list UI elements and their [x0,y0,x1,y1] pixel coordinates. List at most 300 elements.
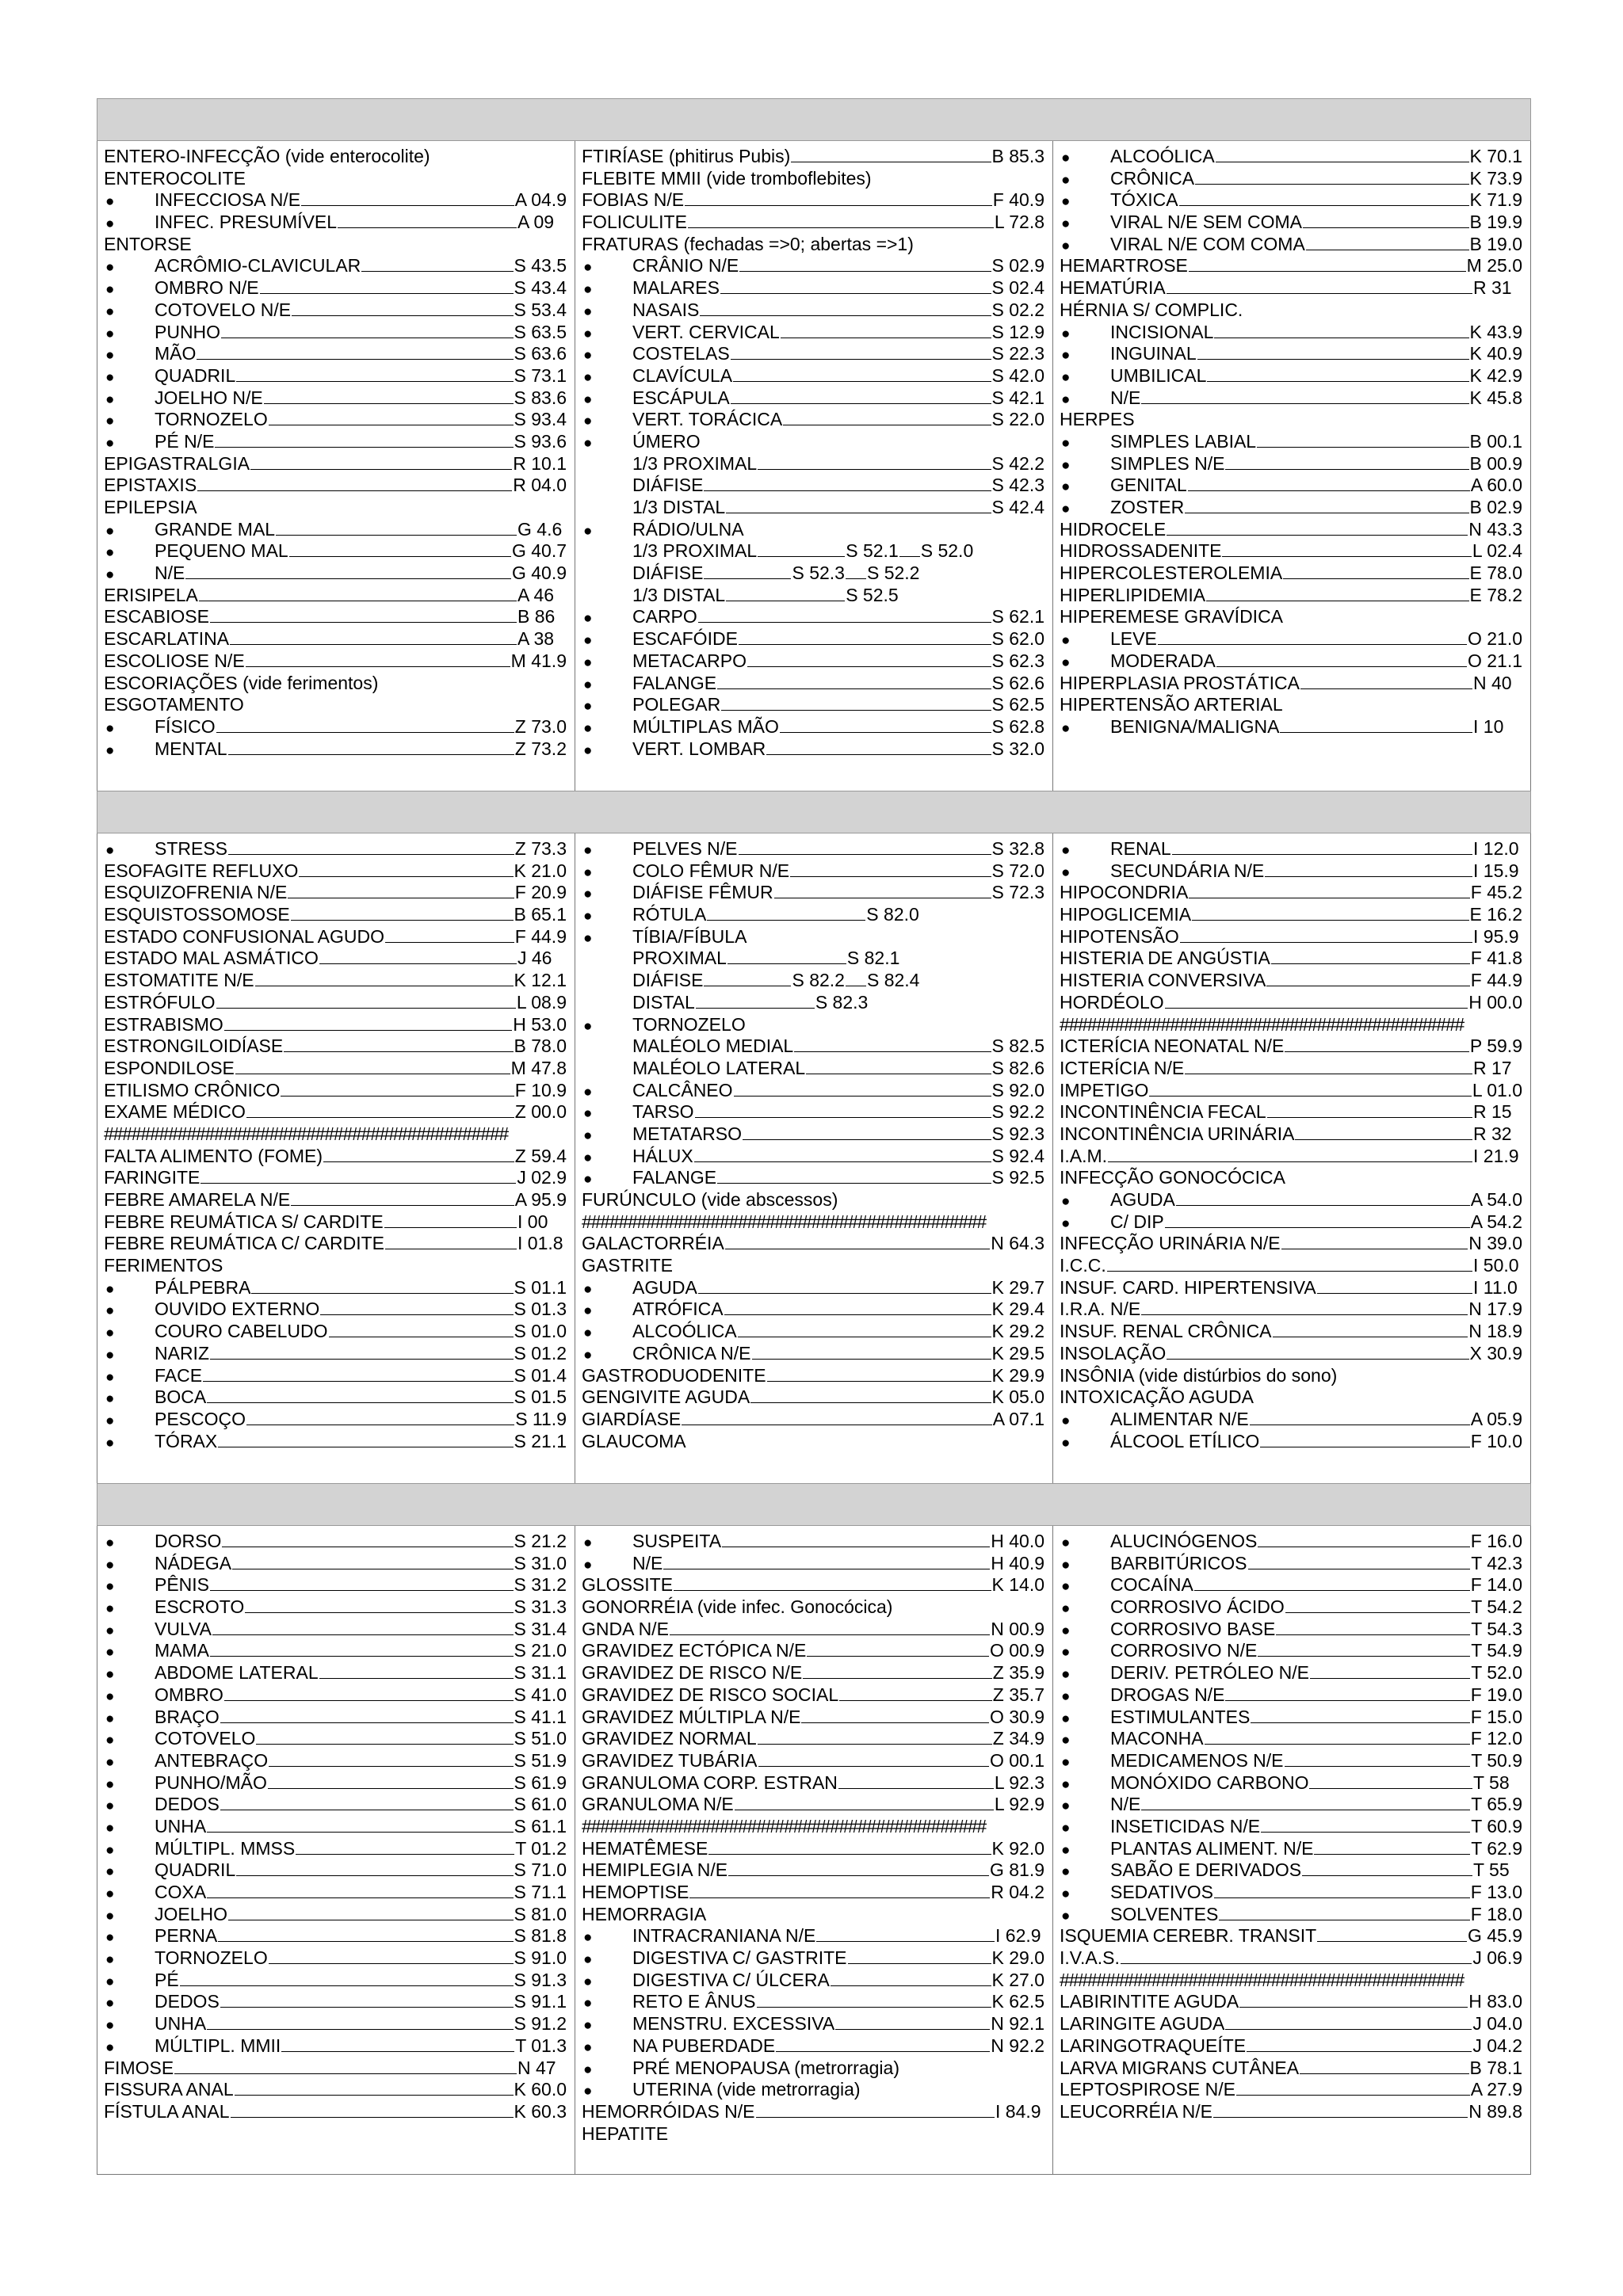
leader-line [301,191,514,206]
leader-line [1205,1730,1470,1745]
entry-label: EPIGASTRALGIA [104,452,250,474]
entry-label: FALTA ALIMENTO (FOME) [104,1145,323,1166]
icd-code: S 71.1 [514,1882,567,1902]
icd-code: S 93.4 [514,409,567,430]
code-entry [1060,365,1522,387]
bullet-icon: ● [583,2017,593,2035]
leader-line [776,2037,990,2052]
code-entry [104,904,567,926]
icd-code: S 01.1 [514,1276,567,1298]
icd-code: T 55 [1473,1859,1510,1881]
code-entry [582,1146,1044,1168]
icd-code: F 10.9 [514,1079,567,1100]
bullet-icon: ● [105,1368,115,1386]
leader-line [783,410,991,425]
leader-line [1185,1059,1472,1074]
entry-label: 1/3 DISTAL [632,497,726,517]
bullet-icon: ● [105,1819,115,1836]
code-entry [1060,1925,1522,1947]
code-entry [104,1035,567,1058]
entry-label: ACRÔMIO-CLAVICULAR [155,255,361,277]
leader-line [758,455,991,470]
icd-code: A 54.2 [1470,1211,1522,1232]
code-entry [1060,1619,1522,1641]
leader-line [689,1883,990,1898]
icd-code: S 31.3 [514,1596,567,1618]
code-entry [1060,926,1522,948]
bullet-icon: ● [583,391,593,408]
icd-code: F 13.0 [1470,1882,1522,1902]
entry-label: HEMARTROSE [1060,255,1188,277]
code-entry [582,540,1044,563]
code-entry [582,189,1044,212]
icd-code: R 10.1 [513,452,567,474]
entry-label: PELVES N/E [632,838,738,859]
bullet-icon: ● [105,1412,115,1429]
leader-line [735,1795,994,1810]
icd-code: S 93.6 [514,430,567,452]
code-entry [582,716,1044,738]
entry-label: HEMORRÓIDAS N/E [582,2100,755,2122]
icd-code: F 40.9 [992,189,1044,211]
entry-label: COCAÍNA [1110,1574,1193,1596]
entry-label: ESQUIZOFRENIA N/E [104,882,288,903]
leader-line [1251,1708,1469,1723]
entry-label: INSOLAÇÃO [1060,1342,1167,1363]
leader-line [197,345,513,360]
bullet-icon: ● [1061,1193,1071,1210]
leader-line [222,1532,513,1547]
icd-code: L 01.0 [1472,1079,1522,1100]
bullet-icon: ● [583,368,593,386]
code-entry [582,948,1044,970]
bullet-icon: ● [583,1995,593,2012]
code-entry [582,606,1044,628]
leader-line [1225,455,1468,470]
leader-line [848,1949,991,1964]
leader-line [1247,2037,1472,2052]
leader-line [899,542,920,557]
code-entry [582,2101,1044,2123]
leader-line [838,1774,994,1789]
entry-label: 1/3 PROXIMAL [632,540,758,562]
icd-code: K 29.7 [991,1276,1044,1298]
leader-line [1213,2103,1468,2118]
icd-code: S 83.6 [514,387,567,408]
icd-code: S 31.2 [514,1574,567,1596]
icd-code: S 42.2 [991,452,1044,474]
bullet-icon: ● [1061,215,1071,233]
bullet-icon: ● [1061,1753,1071,1771]
code-entry [1060,716,1522,738]
leader-line [1300,674,1472,689]
icd-code: B 78.1 [1469,2057,1522,2078]
entry-label: ISQUEMIA CEREBR. TRANSIT [1060,1925,1317,1947]
icd-code: S 22.3 [991,343,1044,364]
code-entry [104,1750,567,1772]
code-entry [104,563,567,585]
bullet-icon: ● [105,281,115,299]
icd-code: Z 35.9 [992,1662,1044,1684]
entry-label: RENAL [1110,838,1171,859]
code-entry [1060,1255,1522,1277]
separator-hashes: ############################################ [582,1211,987,1232]
code-entry [104,453,567,475]
bullet-icon: ● [1061,501,1071,517]
icd-code: F 19.0 [1470,1684,1522,1705]
entry-label: ALUCINÓGENOS [1110,1531,1258,1551]
leader-line [670,1620,990,1635]
entry-label: N/E [1110,387,1141,408]
code-entry [582,322,1044,344]
entry-label: COXA [155,1882,207,1902]
leader-line [1167,521,1468,536]
bullet-icon: ● [583,1929,593,1947]
bullet-icon: ● [583,303,593,320]
leader-line [717,1169,991,1184]
icd-code: I 01.8 [517,1233,563,1254]
leader-line [846,564,866,579]
entry-label: GRAVIDEZ DE RISCO N/E [582,1662,803,1684]
entry-label: HIPOGLICEMIA [1060,904,1192,925]
leader-line [220,1795,514,1810]
code-entry [1060,1750,1522,1772]
bullet-icon: ● [583,2061,593,2078]
entry-label: FEBRE REUMÁTICA S/ CARDITE [104,1211,384,1232]
leader-line [245,1598,513,1613]
entry-label: GRANULOMA N/E [582,1794,734,1815]
entry-label: PRÉ MENOPAUSA (metrorragia) [632,2057,899,2078]
leader-line [210,608,517,623]
code-entry [1060,1904,1522,1926]
icd-code: G 40.7 [511,540,567,562]
icd-code: S 62.5 [991,694,1044,715]
icd-code: S 12.9 [991,321,1044,342]
leader-line [1225,2015,1472,2030]
code-entry [1060,431,1522,453]
leader-line [319,1664,514,1679]
bullet-icon: ● [105,1556,115,1573]
bullet-icon: ● [105,1622,115,1639]
entry-label: FIMOSE [104,2057,174,2078]
entry-label: HISTERIA CONVERSIVA [1060,970,1266,991]
icd-code: S 91.0 [514,1947,567,1969]
icd-code: I 50.0 [1473,1255,1519,1276]
code-entry [104,585,567,607]
bullet-icon: ● [1061,1775,1071,1793]
icd-code: K 29.2 [991,1321,1044,1342]
icd-code: J 04.0 [1472,2013,1522,2035]
entry-label: HERPES [1060,409,1135,430]
leader-line [1179,191,1469,206]
bullet-icon: ● [1061,842,1071,859]
entry-label: DIGESTIVA C/ ÚLCERA [632,1969,830,1990]
entry-label: SECUNDÁRIA N/E [1110,860,1265,881]
icd-code: S 82.0 [866,904,919,925]
leader-line [292,301,513,316]
leader-line [246,652,510,667]
code-column [97,141,575,791]
icd-code: T 52.0 [1471,1662,1522,1684]
leader-line [806,1059,991,1074]
entry-label: FURÚNCULO (vide abscessos) [582,1189,838,1210]
leader-line [704,971,791,986]
leader-line [296,1840,514,1855]
icd-code: X 30.9 [1469,1342,1522,1363]
bullet-icon: ● [1061,479,1071,496]
bullet-icon: ● [105,1578,115,1596]
entry-label: MENSTRU. EXCESSIVA [632,2013,835,2035]
bullet-icon: ● [583,413,593,430]
icd-code: S 02.9 [991,255,1044,277]
leader-line [695,1103,991,1118]
bullet-icon: ● [583,2039,593,2056]
entry-label: FEBRE REUMÁTICA C/ CARDITE [104,1233,384,1254]
icd-code: A 95.9 [514,1189,567,1210]
code-entry [582,1277,1044,1299]
icd-code: B 86 [517,606,556,627]
code-entry [1060,1859,1522,1882]
icd-code: S 32.8 [991,838,1044,859]
leader-line [756,2103,995,2118]
leader-line [698,608,991,623]
icd-code: S 62.8 [991,715,1044,737]
leader-line [1216,147,1469,162]
leader-line [1165,1213,1470,1228]
code-entry [104,1167,567,1189]
entry-label: HORDÉOLO [1060,991,1164,1013]
code-entry [1060,1531,1522,1553]
leader-line [385,1234,517,1249]
leader-line [1189,883,1469,898]
code-entry [104,1277,567,1299]
code-entry [582,497,1044,519]
leader-line [1188,476,1470,491]
entry-label: LARINGITE AGUDA [1060,2013,1225,2035]
entry-label: CORROSIVO ÁCIDO [1110,1596,1285,1618]
code-entry [1060,694,1522,716]
icd-code: S 21.0 [514,1640,567,1661]
icd-code: S 63.5 [514,321,567,342]
code-entry [582,694,1044,716]
entry-label: N/E [1110,1794,1141,1815]
code-entry [104,1904,567,1926]
leader-line [700,301,991,316]
code-entry [1060,2035,1522,2058]
icd-code: B 85.3 [991,146,1044,166]
code-entry [582,1167,1044,1189]
bullet-icon: ● [105,1753,115,1771]
code-entry [582,838,1044,860]
entry-label: SEDATIVOS [1110,1882,1213,1902]
icd-code: S 02.2 [991,299,1044,320]
code-column [575,141,1053,791]
bullet-icon: ● [583,1017,593,1035]
leader-line [685,191,992,206]
icd-code: S 52.5 [846,584,899,605]
code-entry [582,255,1044,277]
code-column [1053,833,1531,1483]
entry-label: GASTRITE [582,1255,674,1276]
leader-line [846,971,866,986]
leader-line [281,1081,514,1097]
code-entry [1060,1343,1522,1365]
leader-line [1314,1840,1470,1855]
code-entry [1060,628,1522,650]
code-entry [1060,2013,1522,2035]
icd-code: B 78.0 [514,1035,567,1057]
code-entry [104,926,567,948]
icd-code: B 00.9 [1469,452,1522,474]
code-entry [104,343,567,365]
entry-label: PÁLPEBRA [155,1276,251,1298]
leader-line [210,1642,514,1657]
icd-code: K 14.0 [991,1574,1044,1596]
code-column [575,1526,1053,2174]
leader-line [299,862,513,877]
leader-line [781,323,991,338]
entry-label: FLEBITE MMII (vide tromboflebites) [582,167,872,189]
code-entry [1060,585,1522,607]
bullet-icon: ● [105,1390,115,1408]
entry-label: FÍSICO [155,715,216,737]
icd-code: S 61.1 [514,1815,567,1836]
entry-label: ESTOMATITE N/E [104,970,254,991]
icd-code: A 38 [517,628,555,650]
entry-label: CRÔNICA N/E [632,1342,751,1363]
entry-label: INSUF. CARD. HIPERTENSIVA [1060,1276,1316,1298]
entry-label: FISSURA ANAL [104,2079,234,2100]
entry-label: VIRAL N/E COM COMA [1110,233,1305,254]
leader-line [236,367,513,382]
icd-code: S 62.6 [991,672,1044,693]
code-entry [1060,1882,1522,1904]
bullet-icon: ● [583,522,593,540]
leader-line [752,1344,991,1360]
code-entry [104,2079,567,2101]
leader-line [185,564,511,579]
code-entry [104,146,567,168]
icd-code: S 92.5 [991,1167,1044,1188]
leader-line [1248,1554,1471,1569]
code-entry [104,1343,567,1365]
bullet-icon: ● [583,654,593,671]
icd-code: K 05.0 [991,1386,1044,1408]
icd-code: Z 34.9 [992,1728,1044,1749]
code-entry [582,1947,1044,1970]
code-entry [1060,168,1522,190]
leader-line [1149,1081,1471,1097]
icd-code: S 82.1 [846,948,900,969]
bullet-icon: ● [105,522,115,540]
code-entry [104,1707,567,1729]
entry-label: 1/3 DISTAL [632,584,726,605]
bullet-icon: ● [1061,193,1071,211]
code-entry [582,146,1044,168]
bullet-icon: ● [105,368,115,386]
leader-line [704,564,791,579]
entry-label: ESCOLIOSE N/E [104,650,245,671]
icd-code: F 12.0 [1470,1728,1522,1749]
leader-line [1194,1576,1470,1591]
entry-label: ESPONDILOSE [104,1057,235,1078]
icd-code: I 15.9 [1473,860,1519,881]
bullet-icon: ● [583,908,593,925]
icd-code: A 54.0 [1470,1189,1522,1210]
icd-code: S 21.2 [514,1531,567,1551]
icd-code: F 44.9 [1470,970,1522,991]
code-entry [1060,1816,1522,1838]
icd-code: F 10.0 [1470,1430,1522,1451]
code-entry [582,1619,1044,1641]
code-entry [104,738,567,761]
icd-code: T 42.3 [1471,1552,1522,1573]
leader-line [1167,1344,1468,1360]
code-entry [582,1321,1044,1343]
icd-code: B 19.0 [1469,233,1522,254]
leader-line [1285,1037,1469,1052]
code-entry [104,1146,567,1168]
icd-code: S 61.9 [514,1772,567,1793]
entry-label: FERIMENTOS [104,1255,223,1276]
icd-code: S 51.9 [514,1749,567,1771]
leader-line [1303,213,1469,228]
icd-code: N 43.3 [1468,518,1522,540]
leader-line [774,883,991,898]
bullet-icon: ● [583,886,593,903]
code-entry [104,1101,567,1123]
icd-code: S 41.1 [514,1706,567,1727]
entry-label: QUADRIL [155,364,236,386]
leader-line [1141,389,1468,404]
icd-code: N 64.3 [991,1233,1044,1254]
code-entry [582,365,1044,387]
entry-label: JOELHO [155,1903,228,1924]
icd-code: K 45.8 [1469,387,1522,408]
icd-code: S 43.4 [514,277,567,299]
bullet-icon: ● [105,742,115,759]
code-entry [582,1750,1044,1772]
icd-code: S 82.3 [815,991,869,1013]
code-entry [582,299,1044,322]
icd-code: P 59.9 [1469,1035,1522,1057]
leader-line [210,1344,514,1360]
entry-label: ESTRONGILOIDÍASE [104,1035,284,1057]
icd-code: K 71.9 [1469,189,1522,211]
entry-label: ICTERÍCIA NEONATAL N/E [1060,1035,1285,1057]
entry-label: INCONTINÊNCIA URINÁRIA [1060,1123,1295,1144]
code-entry [1060,948,1522,970]
bullet-icon: ● [1061,1578,1071,1596]
entry-label: HEMORRAGIA [582,1903,707,1924]
bullet-icon: ● [105,1732,115,1749]
icd-code: S 81.0 [514,1903,567,1924]
code-entry [104,189,567,212]
leader-line [1225,1686,1469,1701]
leader-line [1141,1795,1470,1810]
bullet-icon: ● [1061,1600,1071,1618]
code-entry [104,716,567,738]
entry-label: CRÔNICA [1110,167,1195,189]
code-entry [104,2058,567,2080]
code-entry [582,1859,1044,1882]
icd-code: T 58 [1473,1772,1510,1793]
code-entry [1060,673,1522,695]
separator-row [1060,1970,1522,1992]
bullet-icon: ● [583,1535,593,1551]
entry-label: CLAVÍCULA [632,364,733,386]
entry-label: INTRACRANIANA N/E [632,1925,816,1947]
